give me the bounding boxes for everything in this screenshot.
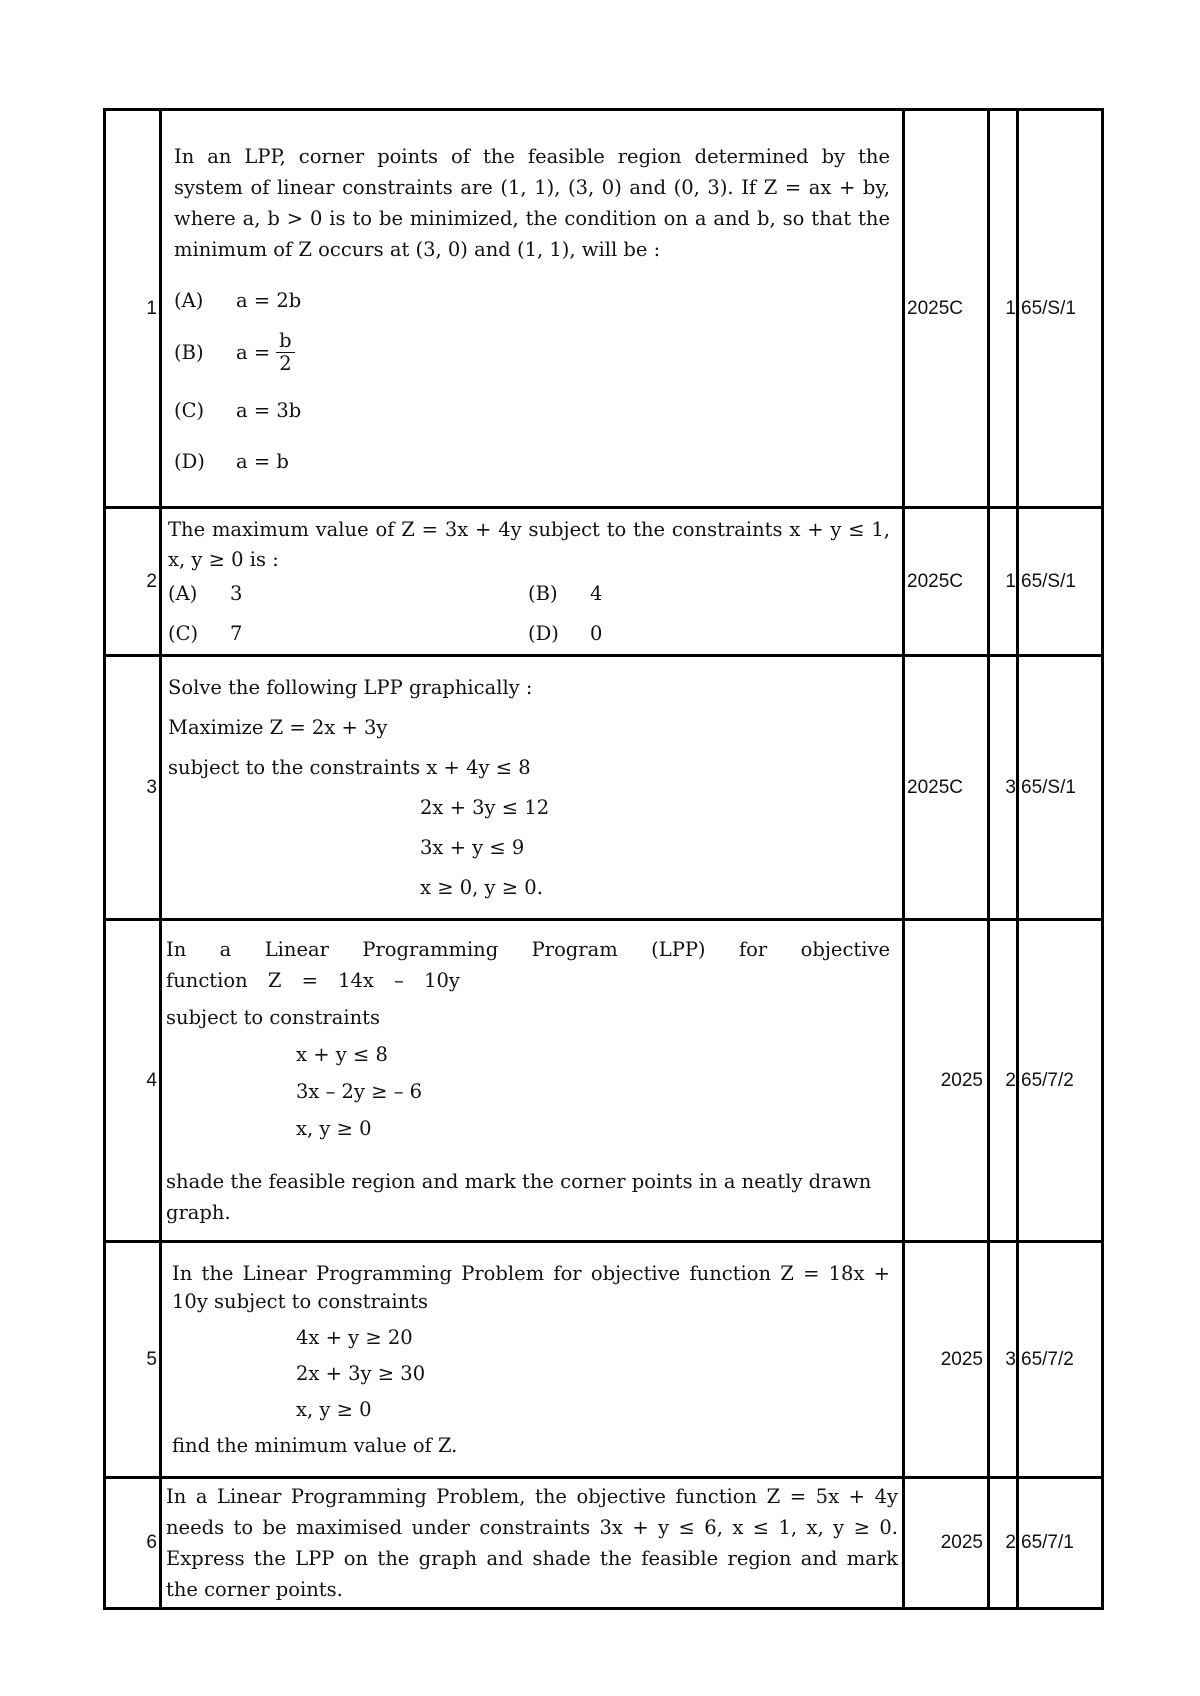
- question-cell: [161, 110, 904, 508]
- marks: 3: [989, 656, 1018, 920]
- paper-code: 65/S/1: [1018, 656, 1103, 920]
- question-text: In an LPP, corner points of the feasible region determined by the system of linear constraints are (1, 1), (3, 0) and (0, 3). If Z = ax + by, where a, b > 0 is to be minimized, the condition on a and b, so that the minimum of Z occurs at (3, 0) and (1, 1), will be :: [174, 144, 890, 261]
- year: 2025: [904, 1478, 989, 1609]
- question-line: Solve the following LPP graphically :: [168, 675, 533, 699]
- constraint: 2x + 3y ≤ 12: [420, 795, 550, 819]
- constraint: x + y ≤ 8: [296, 1042, 388, 1066]
- marks: 1: [989, 508, 1018, 656]
- question-number: 6: [105, 1478, 161, 1609]
- question-number: 5: [105, 1242, 161, 1478]
- marks: 2: [989, 1478, 1018, 1609]
- constraint: 4x + y ≥ 20: [296, 1325, 413, 1349]
- question-text: The maximum value of Z = 3x + 4y subject to the constraints x + y ≤ 1, x, y ≥ 0 is :: [168, 517, 890, 571]
- question-cell: [161, 508, 904, 656]
- paper-code: 65/7/1: [1018, 1478, 1103, 1609]
- question-cell: [161, 1478, 904, 1609]
- options-grid: [168, 579, 890, 649]
- option-c: (C) a = 3b: [174, 398, 302, 422]
- question-line: shade the feasible region and mark the corner points in a neatly drawn graph.: [166, 1169, 872, 1224]
- year: 2025: [904, 920, 989, 1242]
- question-line: Maximize Z = 2x + 3y: [168, 715, 388, 739]
- question-line: subject to the constraints x + 4y ≤ 8: [168, 755, 531, 779]
- year: 2025C: [904, 110, 989, 508]
- constraint: x ≥ 0, y ≥ 0.: [420, 875, 543, 899]
- question-number: 3: [105, 656, 161, 920]
- table-row: [105, 1478, 1103, 1609]
- question-number: 2: [105, 508, 161, 656]
- year: 2025C: [904, 508, 989, 656]
- table-row: [105, 656, 1103, 920]
- paper-code: 65/S/1: [1018, 508, 1103, 656]
- option-b: (B) a = $\frac{b}{2}$: [174, 330, 890, 375]
- table-row: [105, 920, 1103, 1242]
- year: 2025: [904, 1242, 989, 1478]
- constraint: x, y ≥ 0: [296, 1397, 372, 1421]
- table-row: [105, 508, 1103, 656]
- question-cell: [161, 656, 904, 920]
- marks: 3: [989, 1242, 1018, 1478]
- option-c: (C) 7: [168, 621, 243, 645]
- constraint: 3x + y ≤ 9: [420, 835, 525, 859]
- option-a: (A) a = 2b: [174, 288, 302, 312]
- question-line: subject to constraints: [166, 1005, 381, 1029]
- question-number: 1: [105, 110, 161, 508]
- questions-table: [103, 108, 1104, 1610]
- option-d: (D) a = b: [174, 449, 289, 473]
- paper-code: 65/7/2: [1018, 1242, 1103, 1478]
- year: 2025C: [904, 656, 989, 920]
- paper-code: 65/S/1: [1018, 110, 1103, 508]
- fraction: $\frac{b}{2}$: [276, 330, 294, 375]
- table-row: [105, 110, 1103, 508]
- option-a: (A) 3: [168, 581, 243, 605]
- constraint: x, y ≥ 0: [296, 1116, 372, 1140]
- table-row: [105, 1242, 1103, 1478]
- question-number: 4: [105, 920, 161, 1242]
- marks: 1: [989, 110, 1018, 508]
- paper-code: 65/7/2: [1018, 920, 1103, 1242]
- question-text: In the Linear Programming Problem for objective function Z = 18x + 10y subject to constraints: [172, 1261, 890, 1313]
- option-b: (B) 4: [528, 581, 603, 605]
- constraint: 3x – 2y ≥ – 6: [296, 1079, 423, 1103]
- question-cell: [161, 1242, 904, 1478]
- question-text: In a Linear Programming Problem, the objective function Z = 5x + 4y needs to be maximised under constraints 3x + y ≤ 6, x ≤ 1, x, y ≥ 0. Express the LPP on the graph and shade the feasible region and mark the corner points.: [166, 1485, 898, 1601]
- marks: 2: [989, 920, 1018, 1242]
- question-cell: [161, 920, 904, 1242]
- constraint: 2x + 3y ≥ 30: [296, 1361, 426, 1385]
- option-d: (D) 0: [528, 621, 603, 645]
- question-text: In a Linear Programming Program (LPP) for objective function Z = 14x – 10y: [166, 937, 890, 992]
- question-line: find the minimum value of Z.: [172, 1433, 458, 1457]
